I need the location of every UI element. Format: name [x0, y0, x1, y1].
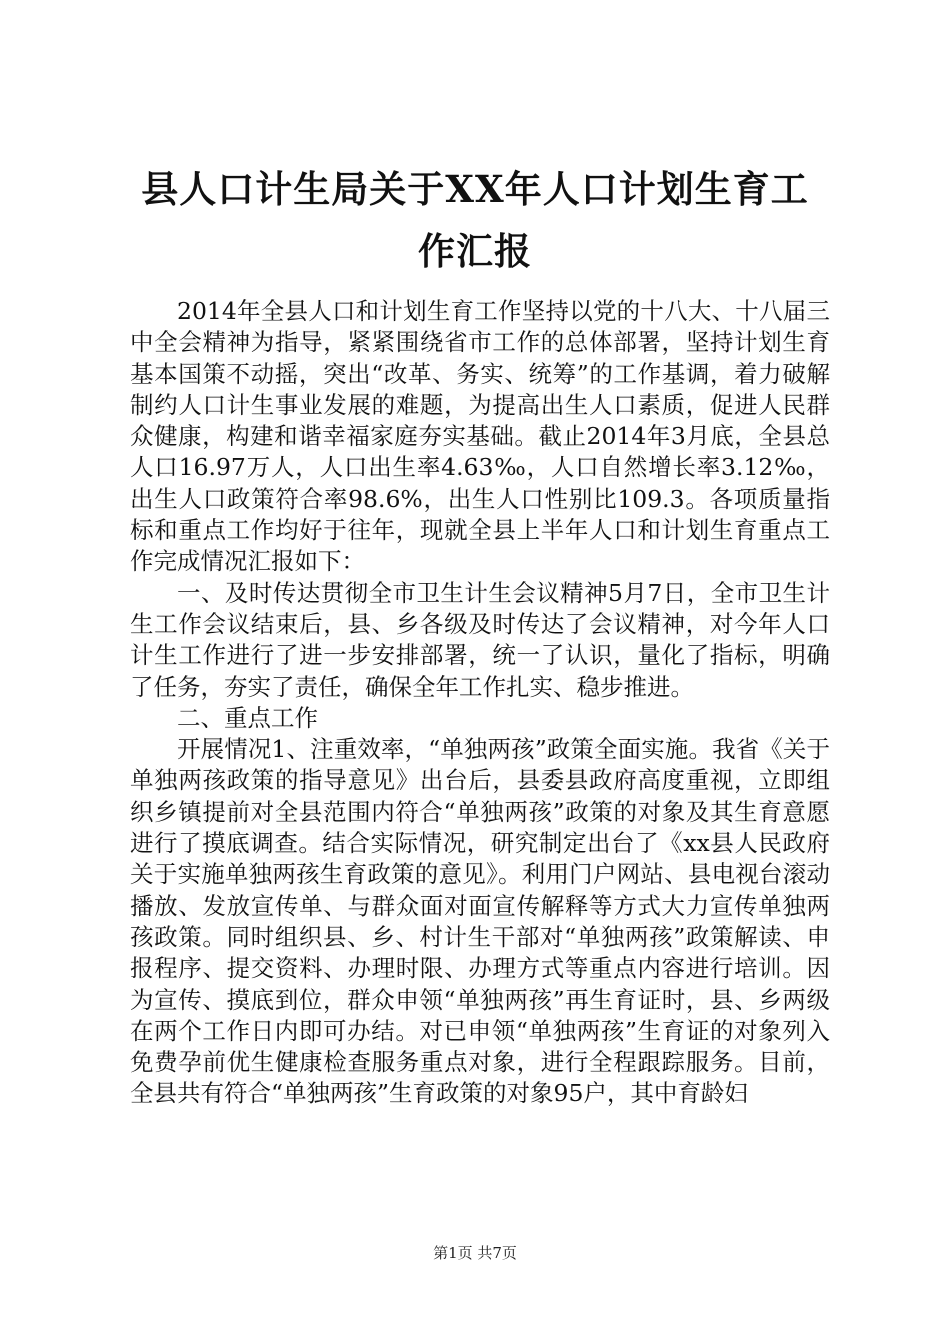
page-number-footer: 第1页 共7页: [433, 1244, 517, 1262]
document-title: 县人口计生局关于XX年人口计划生育工作汇报: [141, 167, 809, 273]
paragraph-intro: 2014年全县人口和计划生育工作坚持以党的十八大、十八届三中全会精神为指导，紧紧围绕省市工作的总体部署，坚持计划生育基本国策不动摇，突出“改革、务实、统筹”的工作基调，着力破解制约人口计生事业发展的难题，为提高出生人口素质，促进人民群众健康，构建和谐幸福家庭夯实基础。截止2014年3月底，全县总人口16.97万人，人口出生率4.63‰，人口自然增长率3.12‰，出生人口政策符合率98.6%，出生人口性别比109.3。各项质量指标和重点工作均好于往年，现就全县上半年人口和计划生育重点工作完成情况汇报如下：: [130, 297, 830, 576]
document-body: [130, 296, 830, 1110]
paragraph-section-two-heading: 二、重点工作: [177, 703, 318, 732]
paragraph-section-one: 一、及时传达贯彻全市卫生计生会议精神5月7日，全市卫生计生工作会议结束后，县、乡各级及时传达了会议精神，对今年人口计生工作进行了进一步安排部署，统一了认识，量化了指标，明确了任务，夯实了责任，确保全年工作扎实、稳步推进。: [130, 578, 830, 701]
paragraph-section-two-body: 开展情况1、注重效率，“单独两孩”政策全面实施。我省《关于单独两孩政策的指导意见》出台后，县委县政府高度重视，立即组织乡镇提前对全县范围内符合“单独两孩”政策的对象及其生育意愿进行了摸底调查。结合实际情况，研究制定出台了《xx县人民政府关于实施单独两孩生育政策的意见》。利用门户网站、县电视台滚动播放、发放宣传单、与群众面对面宣传解释等方式大力宣传单独两孩政策。同时组织县、乡、村计生干部对“单独两孩”政策解读、申报程序、提交资料、办理时限、办理方式等重点内容进行培训。因为宣传、摸底到位，群众申领“单独两孩”再生育证时，县、乡两级在两个工作日内即可办结。对已申领“单独两孩”生育证的对象列入免费孕前优生健康检查服务重点对象，进行全程跟踪服务。目前，全县共有符合“单独两孩”生育政策的对象95户，其中育龄妇: [130, 735, 830, 1108]
